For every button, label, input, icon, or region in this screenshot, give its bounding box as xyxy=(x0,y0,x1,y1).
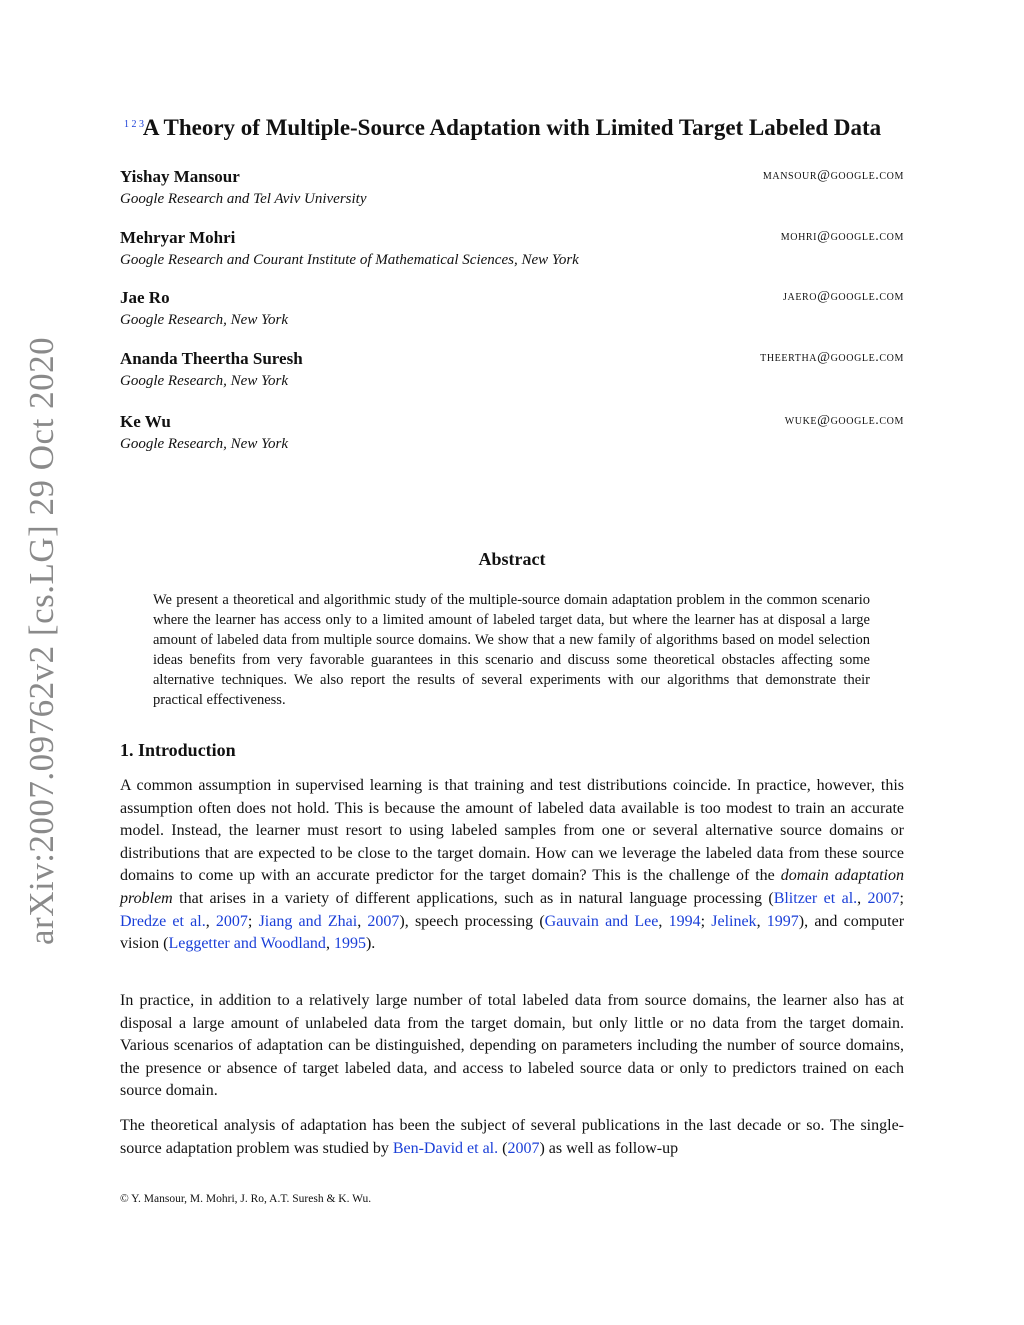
author-name: Mehryar Mohri xyxy=(120,228,236,247)
intro-paragraph xyxy=(120,1115,904,1160)
citation-link[interactable]: 1995 xyxy=(333,935,366,953)
intro-paragraph: In practice, in addition to a relatively large number of total labeled data from source domains, the learner also has at disposal a large amount of unlabeled data from the target domain, but only little or no data from the target domain. Various scenarios of adaptation can be distinguished, depending on parameters including the number of source domains, the presence or absence of target labeled data, and access to labeled source data or only to predictors trained on each source domain. xyxy=(120,992,904,1100)
citation-link[interactable]: Dredze et al. xyxy=(120,912,206,930)
citation-separator: ; xyxy=(700,912,712,930)
citation-link[interactable]: Jelinek xyxy=(711,912,757,930)
abstract-heading: Abstract xyxy=(478,549,546,569)
author-affiliation: Google Research and Courant Institute of Mathematical Sciences, New York xyxy=(120,252,579,268)
author-email: mansour@google.com xyxy=(762,168,904,183)
citation-link[interactable]: 2007 xyxy=(867,889,900,907)
author-name: Ananda Theertha Suresh xyxy=(120,349,303,368)
paragraph-text: The theoretical analysis of adaptation has been the subject of several publications in the last decade or so. The single-source adaptation problem was studied by xyxy=(120,1117,904,1157)
section-heading-introduction: 1. Introduction xyxy=(120,740,236,760)
abstract-body: We present a theoretical and algorithmic study of the multiple-source domain adaptation problem in the common scenario where the learner has access only to a limited amount of labeled target data, but where the learner has at disposal a large amount of labeled data from multiple source domains. We show that a new family of algorithms based on model selection ideas benefits from very favorable guarantees in this scenario and discuss some theoretical obstacles affecting some alternative techniques. We also report the results of several experiments with our algorithms that demonstrate their practical effectiveness. xyxy=(153,592,870,708)
citation-link[interactable]: 1994 xyxy=(668,912,701,930)
emphasized-term: domain adaptation problem xyxy=(120,867,904,907)
author-block xyxy=(120,411,904,455)
citation-link[interactable]: Blitzer et al. xyxy=(773,889,858,907)
arxiv-identifier-stamp: arXiv:2007.09762v2 [cs.LG] 29 Oct 2020 xyxy=(22,336,61,945)
author-affiliation: Google Research, New York xyxy=(120,312,289,328)
author-email: jaero@google.com xyxy=(783,289,904,304)
author-name: Yishay Mansour xyxy=(120,167,240,186)
author-block xyxy=(120,166,904,210)
citation-separator: , xyxy=(658,912,669,930)
citation-separator: ( xyxy=(498,1139,508,1157)
author-block xyxy=(120,348,904,392)
citation-separator: , xyxy=(756,912,767,930)
paper-title-text: A Theory of Multiple-Source Adaptation with Limited Target Labeled Data xyxy=(142,115,882,140)
copyright-footer: © Y. Mansour, M. Mohri, J. Ro, A.T. Suresh & K. Wu. xyxy=(120,1193,372,1205)
citation-separator: ). xyxy=(365,935,376,953)
paragraph-text: ), and computer vision ( xyxy=(120,912,905,953)
intro-paragraph xyxy=(120,775,904,956)
author-name: Jae Ro xyxy=(120,288,170,307)
citation-separator: , xyxy=(325,935,334,953)
author-affiliation: Google Research and Tel Aviv University xyxy=(120,191,367,207)
citation-link[interactable]: 1997 xyxy=(766,912,799,930)
author-email: wuke@google.com xyxy=(784,413,904,428)
author-email: theertha@google.com xyxy=(760,350,904,365)
author-affiliation: Google Research, New York xyxy=(120,373,289,389)
citation-link[interactable]: Jiang and Zhai xyxy=(258,912,358,930)
citation-separator: , xyxy=(205,912,216,930)
paragraph-text: ) as well as follow-up xyxy=(539,1139,679,1157)
citation-link[interactable]: 2007 xyxy=(215,912,248,930)
author-name: Ke Wu xyxy=(120,412,171,431)
paragraph-text: ), speech processing ( xyxy=(399,912,545,930)
citation-link[interactable]: Ben-David et al. xyxy=(392,1139,499,1157)
author-email: mohri@google.com xyxy=(780,229,904,244)
citation-link[interactable]: 2007 xyxy=(367,912,400,930)
citation-separator: , xyxy=(857,889,868,907)
citation-link[interactable]: 2007 xyxy=(507,1139,540,1157)
citation-separator: , xyxy=(357,912,368,930)
author-block xyxy=(120,287,904,331)
citation-separator: ; xyxy=(899,889,904,907)
citation-link[interactable]: Gauvain and Lee xyxy=(544,912,659,930)
paragraph-text: A common assumption in supervised learning is that training and test distributions coincide. In practice, however, this assumption often does not hold. This is because the amount of labeled data available is too modest to train an accurate model. Instead, the learner must resort to using labeled samples from one or several alternative source domains or distributions that are expected to be close to the target domain. How can we leverage the labeled data from these source domains to come up with an accurate predictor for the target domain? This is the challenge of the xyxy=(120,777,904,885)
paper-title xyxy=(120,115,904,141)
title-footnote-marks[interactable]: 1 2 3 xyxy=(124,119,144,130)
citation-link[interactable]: Leggetter and Woodland xyxy=(168,935,326,953)
paragraph-text: that arises in a variety of different applications, such as in natural language processing ( xyxy=(172,889,774,907)
author-affiliation: Google Research, New York xyxy=(120,436,289,452)
citation-separator: ; xyxy=(247,912,259,930)
author-block xyxy=(120,227,904,271)
